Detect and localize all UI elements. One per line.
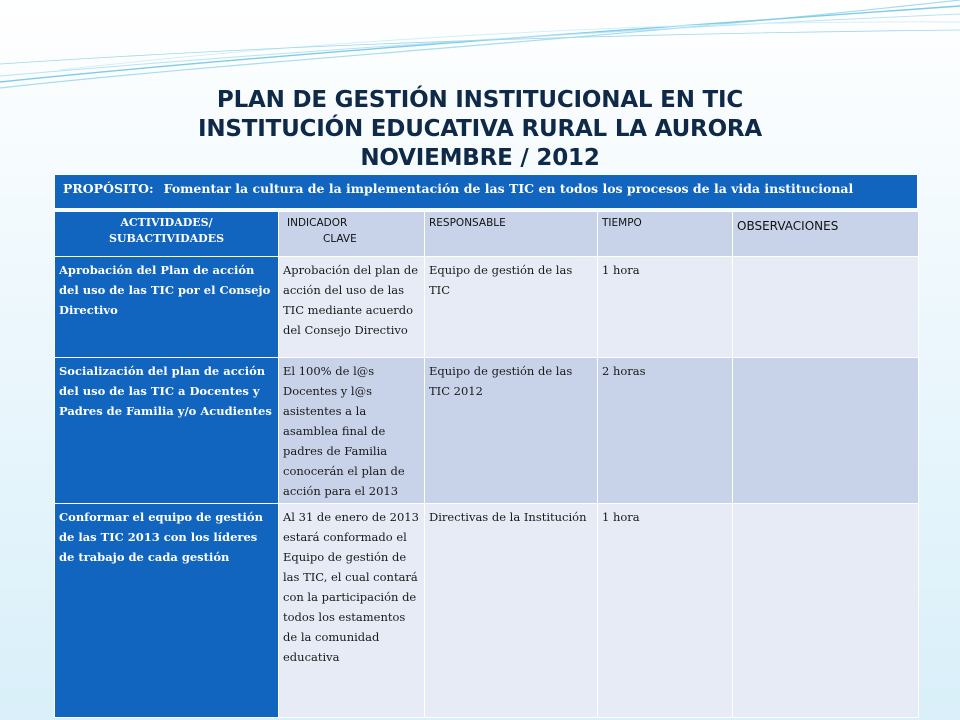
observations-cell	[733, 257, 919, 358]
activity-cell: Socialización del plan de acción del uso de las TIC a Docentes y Padres de Familia y/o Acudientes	[55, 358, 279, 504]
time-cell: 2 horas	[598, 358, 733, 504]
title-line-2: INSTITUCIÓN EDUCATIVA RURAL LA AURORA	[197, 116, 763, 142]
header-activities-line2: SUBACTIVIDADES	[108, 232, 225, 245]
responsible-cell: Equipo de gestión de las TIC	[425, 257, 598, 358]
indicator-cell: Al 31 de enero de 2013 estará conformado el Equipo de gestión de las TIC, el cual contará con la participación de todos los estamentos de la comunidad educativa	[279, 504, 425, 718]
table-header-row	[55, 212, 919, 257]
plan-table	[54, 211, 919, 718]
indicator-cell: El 100% de l@s Docentes y l@s asistentes a la asamblea final de padres de Familia conocerán el plan de acción para el 2013	[279, 358, 425, 504]
activity-cell: Conformar el equipo de gestión de las TIC 2013 con los líderes de trabajo de cada gestión	[55, 504, 279, 718]
responsible-cell: Directivas de la Institución	[425, 504, 598, 718]
responsible-cell: Equipo de gestión de las TIC 2012	[425, 358, 598, 504]
time-cell: 1 hora	[598, 257, 733, 358]
header-activities-line1: ACTIVIDADES/	[120, 216, 213, 229]
table-row	[55, 358, 919, 504]
header-indicator-line1: INDICADOR	[287, 217, 348, 229]
header-activities	[55, 212, 279, 257]
activity-cell: Aprobación del Plan de acción del uso de las TIC por el Consejo Directivo	[55, 257, 279, 358]
indicator-cell: Aprobación del plan de acción del uso de las TIC mediante acuerdo del Consejo Directivo	[279, 257, 425, 358]
observations-cell	[733, 358, 919, 504]
title-line-1: PLAN DE GESTIÓN INSTITUCIONAL EN TIC	[216, 87, 744, 113]
table-row	[55, 257, 919, 358]
header-time: TIEMPO	[598, 212, 733, 257]
purpose-banner	[54, 174, 918, 209]
header-indicator	[279, 212, 425, 257]
purpose-text: Fomentar la cultura de la implementación de las TIC en todos los procesos de la vida institucional	[163, 181, 854, 196]
time-cell: 1 hora	[598, 504, 733, 718]
table-row	[55, 504, 919, 718]
purpose-label: PROPÓSITO:	[63, 181, 154, 196]
header-indicator-line2: CLAVE	[323, 233, 357, 245]
title-line-3: NOVIEMBRE / 2012	[360, 145, 600, 171]
header-observations: OBSERVACIONES	[733, 212, 919, 257]
page-title	[0, 86, 960, 173]
observations-cell	[733, 504, 919, 718]
header-responsible: RESPONSABLE	[425, 212, 598, 257]
decorative-swoosh	[0, 0, 960, 90]
